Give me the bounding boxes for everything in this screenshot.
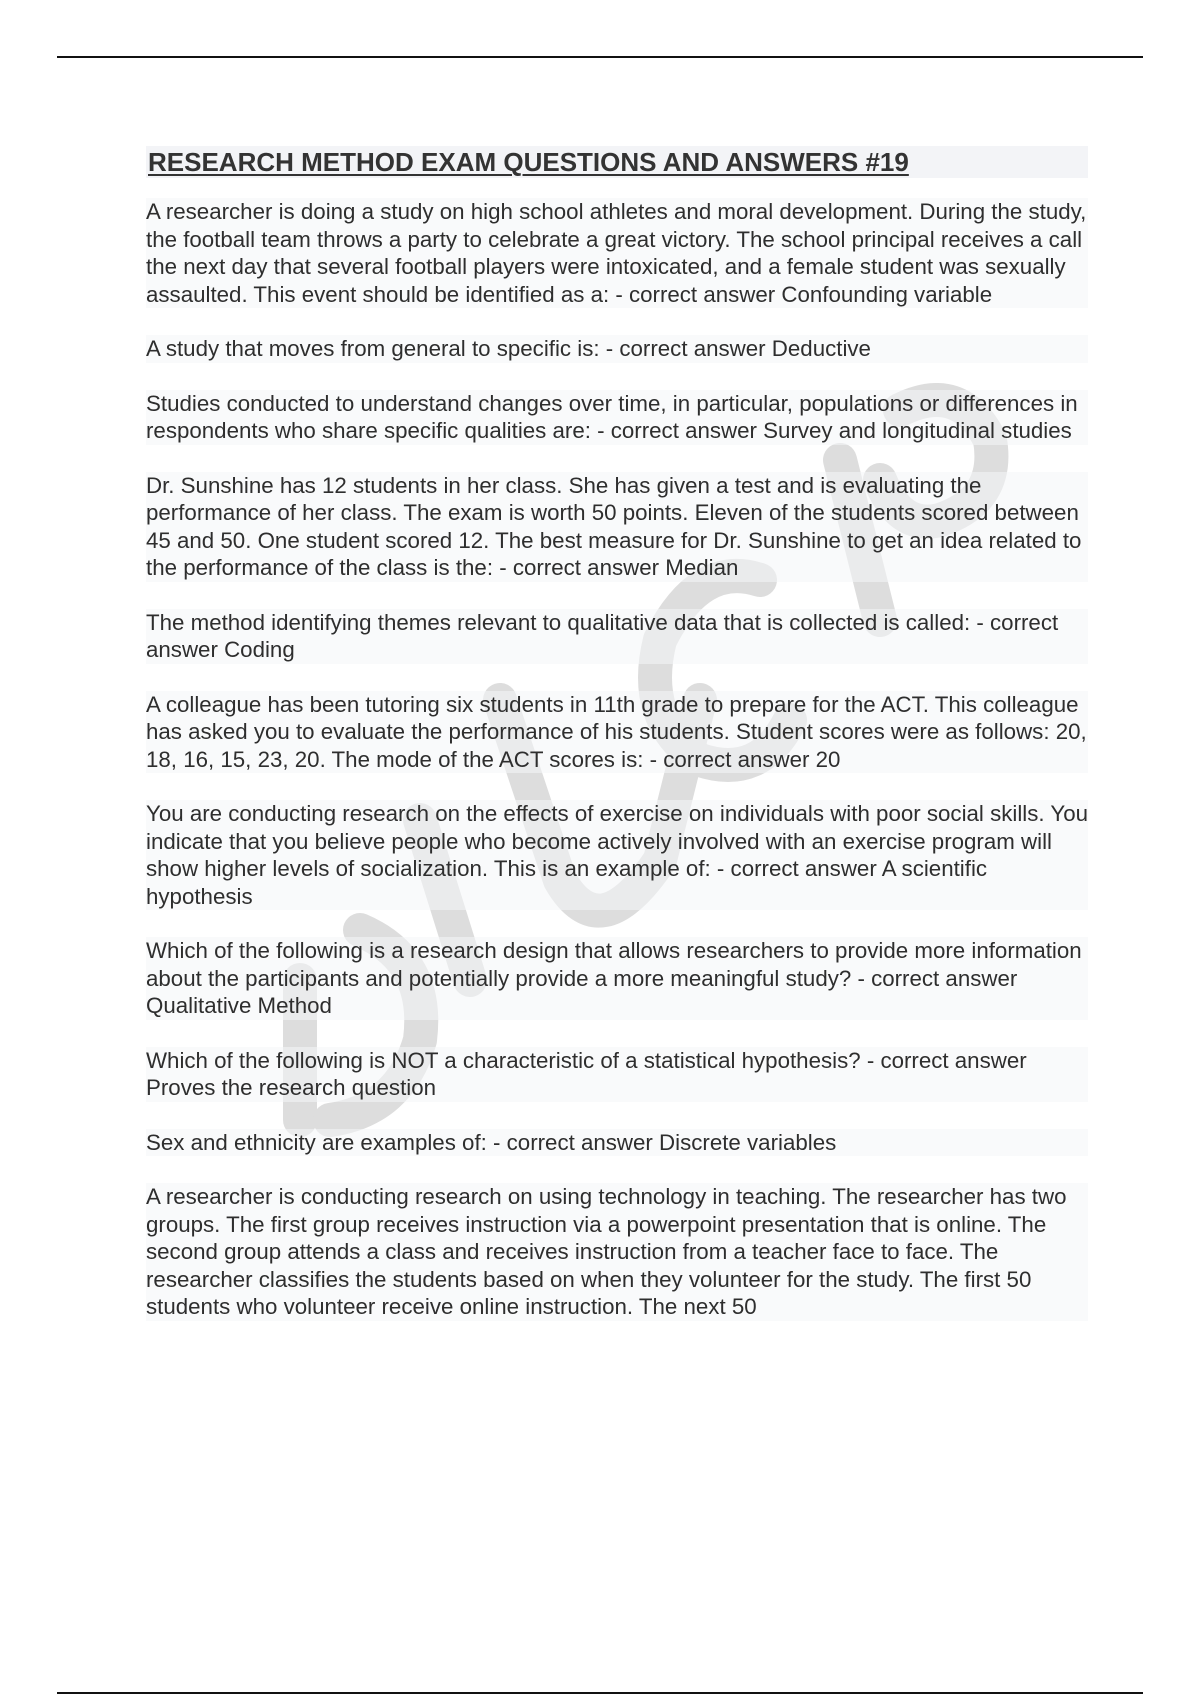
document-body [146,146,1088,1348]
page-title: RESEARCH METHOD EXAM QUESTIONS AND ANSWERS #19 [146,146,1088,178]
qa-entry-8: Which of the following is a research design that allows researchers to provide more information about the participants and potentially provide a more meaningful study? - correct answer Qualitative Method [146,937,1088,1020]
qa-entry-3: Studies conducted to understand changes over time, in particular, populations or differences in respondents who share specific qualities are: - correct answer Survey and longitudinal studies [146,390,1088,445]
bottom-rule [57,1692,1143,1694]
qa-entry-10: Sex and ethnicity are examples of: - correct answer Discrete variables [146,1129,1088,1157]
qa-entry-4: Dr. Sunshine has 12 students in her class. She has given a test and is evaluating the performance of her class. The exam is worth 50 points. Eleven of the students scored between 45 and 50. One student scored 12. The best measure for Dr. Sunshine to get an idea related to the performance of the class is the: - correct answer Median [146,472,1088,582]
qa-entry-6: A colleague has been tutoring six students in 11th grade to prepare for the ACT. This colleague has asked you to evaluate the performance of his students. Student scores were as follows: 20, 18, 16, 15, 23, 20. The mode of the ACT scores is: - correct answer 20 [146,691,1087,772]
qa-entry-7: You are conducting research on the effects of exercise on individuals with poor social skills. You indicate that you believe people who become actively involved with an exercise program will show higher levels of socialization. This is an example of: - correct answer A scientific hypothesis [146,801,1088,909]
qa-entry-2: A study that moves from general to specific is: - correct answer Deductive [146,335,1088,363]
qa-entry-9: Which of the following is NOT a characteristic of a statistical hypothesis? - correct answer Proves the research question [146,1047,1088,1102]
qa-entry-1: A researcher is doing a study on high school athletes and moral development. During the study, the football team throws a party to celebrate a great victory. The school principal receives a call the next day that several football players were intoxicated, and a female student was sexually assaulted. This event should be identified as a: - correct answer Confounding variable [146,199,1087,307]
top-rule [57,56,1143,58]
qa-entry-5: The method identifying themes relevant to qualitative data that is collected is called: - correct answer Coding [146,609,1088,664]
qa-entry-11: A researcher is conducting research on using technology in teaching. The researcher has two groups. The first group receives instruction via a powerpoint presentation that is online. The second group attends a class and receives instruction from a teacher face to face. The researcher classifies the students based on when they volunteer for the study. The first 50 students who volunteer receive online instruction. The next 50 [146,1183,1088,1321]
